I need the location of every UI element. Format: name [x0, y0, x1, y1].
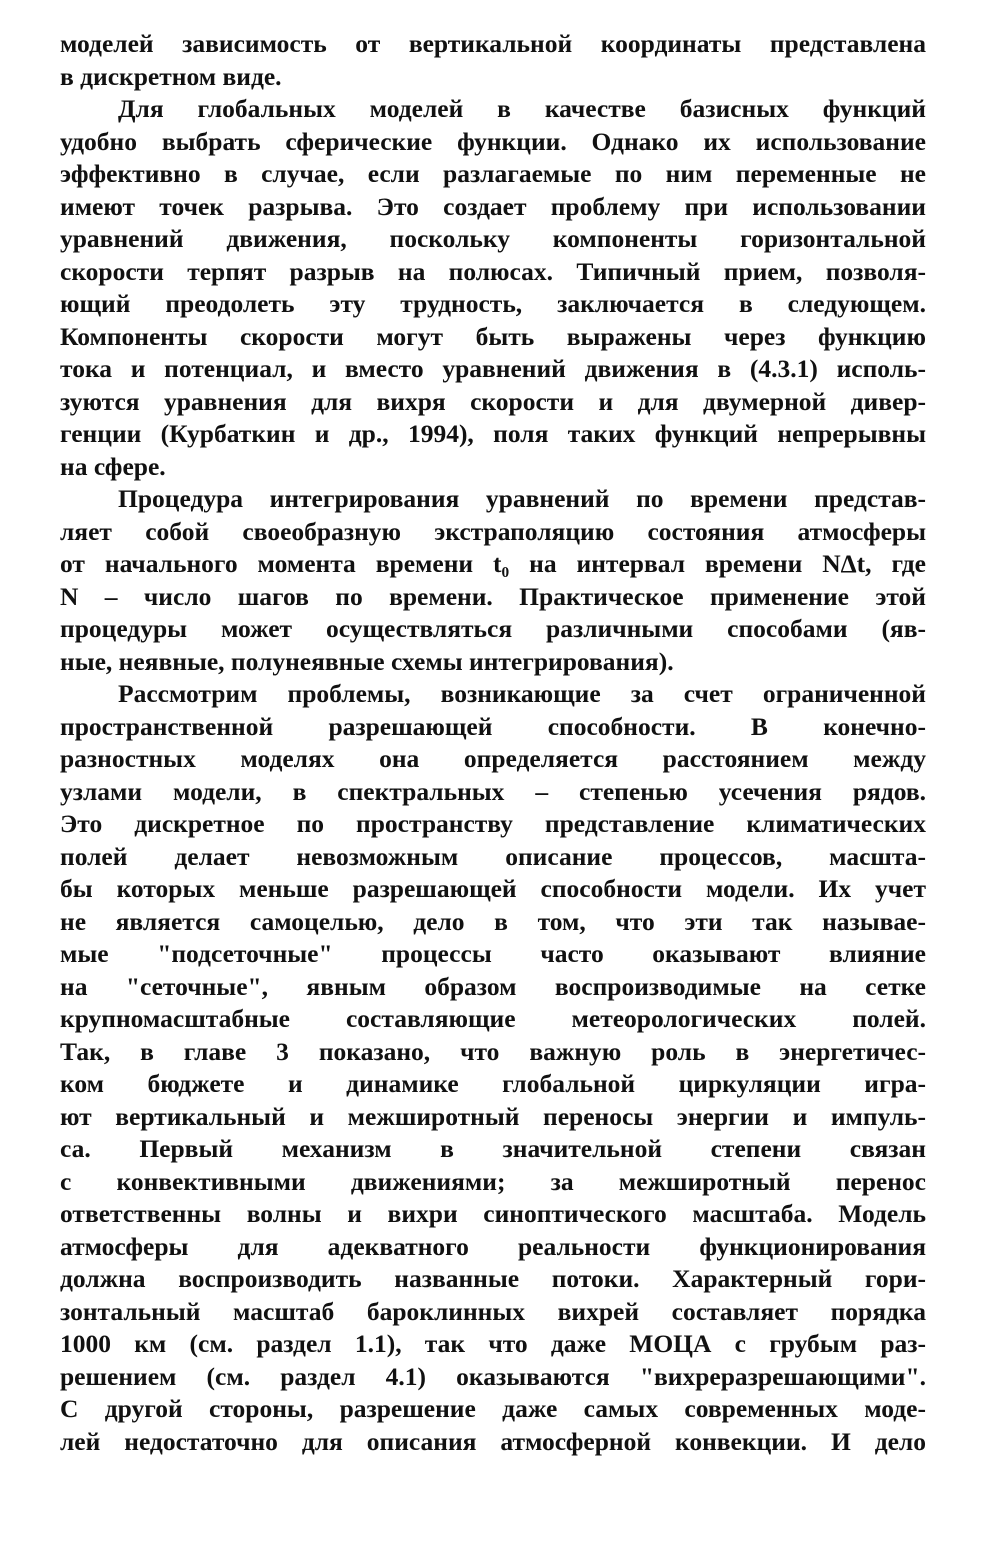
text-line: решением (см. раздел 4.1) оказываются "вихреразрешающими". [60, 1361, 926, 1391]
document-page [60, 28, 926, 1458]
text-line: скорости терпят разрыв на полюсах. Типичный прием, позволя- [60, 256, 926, 286]
text-line: в дискретном виде. [60, 61, 282, 91]
text-line: на сфере. [60, 451, 166, 481]
text-line: от начального момента времени t₀ на интервал времени NΔt, где [60, 549, 926, 578]
text-line: узлами модели, в спектральных – степенью усечения рядов. [60, 776, 926, 806]
text-line: мые "подсеточные" процессы часто оказывают влияние [60, 939, 926, 968]
text-line: зонтальный масштаб бароклинных вихрей составляет порядка [60, 1296, 926, 1326]
text-line: бы которых меньше разрешающей способности модели. Их учет [60, 874, 926, 903]
text-line: моделей зависимость от вертикальной координаты представлена [60, 29, 926, 58]
text-line: тока и потенциал, и вместо уравнений движения в (4.3.1) исполь- [60, 354, 926, 383]
text-line: ляет собой своеобразную экстраполяцию состояния атмосферы [60, 516, 926, 546]
text-line: генции (Курбаткин и др., 1994), поля таких функций непрерывны [60, 419, 926, 448]
paragraph-first-line: Рассмотрим проблемы, возникающие за счет ограниченной [118, 679, 926, 708]
text-line: С другой стороны, разрешение даже самых современных моде- [60, 1394, 926, 1423]
text-line: Это дискретное по пространству представление климатических [60, 809, 926, 838]
text-line: удобно выбрать сферические функции. Однако их использование [60, 126, 926, 156]
text-line: 1000 км (см. раздел 1.1), так что даже МОЦА с грубым раз- [60, 1329, 926, 1358]
text-line: зуются уравнения для вихря скорости и для двумерной дивер- [60, 386, 926, 416]
text-line: должна воспроизводить названные потоки. Характерный гори- [60, 1264, 926, 1293]
text-line: уравнений движения, поскольку компоненты горизонтальной [60, 224, 926, 253]
text-line: Так, в главе 3 показано, что важную роль в энергетичес- [60, 1036, 926, 1066]
text-line: N – число шагов по времени. Практическое применение этой [60, 581, 926, 611]
text-line: крупномасштабные составляющие метеорологических полей. [60, 1004, 926, 1033]
text-line: ответственны волны и вихри синоптического масштаба. Модель [60, 1199, 926, 1228]
text-line: атмосферы для адекватного реальности функционирования [60, 1231, 926, 1261]
text-line: ком бюджете и динамике глобальной циркуляции игра- [60, 1069, 926, 1098]
text-line: пространственной разрешающей способности. В конечно- [60, 711, 926, 741]
text-line: разностных моделях она определяется расстоянием между [60, 744, 926, 773]
text-line: эффективно в случае, если разлагаемые по ним переменные не [60, 159, 926, 188]
paragraph-first-line: Процедура интегрирования уравнений по времени представ- [118, 484, 926, 513]
text-line: са. Первый механизм в значительной степени связан [60, 1134, 926, 1163]
text-line: лей недостаточно для описания атмосферной конвекции. И дело [60, 1426, 926, 1456]
text-line: не является самоцелью, дело в том, что эти так называе- [60, 906, 926, 936]
text-line: с конвективными движениями; за межширотный перенос [60, 1166, 926, 1196]
paragraph-first-line: Для глобальных моделей в качестве базисных функций [118, 94, 926, 123]
text-line: Компоненты скорости могут быть выражены через функцию [60, 321, 926, 351]
text-line: ные, неявные, полунеявные схемы интегрирования). [60, 646, 674, 676]
text-line: полей делает невозможным описание процессов, масшта- [60, 841, 926, 871]
text-line: на "сеточные", явным образом воспроизводимые на сетке [60, 971, 926, 1001]
text-line: ющий преодолеть эту трудность, заключается в следующем. [60, 289, 926, 318]
text-line: ют вертикальный и межширотный переносы энергии и импуль- [60, 1101, 926, 1131]
text-line: имеют точек разрыва. Это создает проблему при использовании [60, 191, 926, 221]
text-line: процедуры может осуществляться различными способами (яв- [60, 614, 926, 643]
